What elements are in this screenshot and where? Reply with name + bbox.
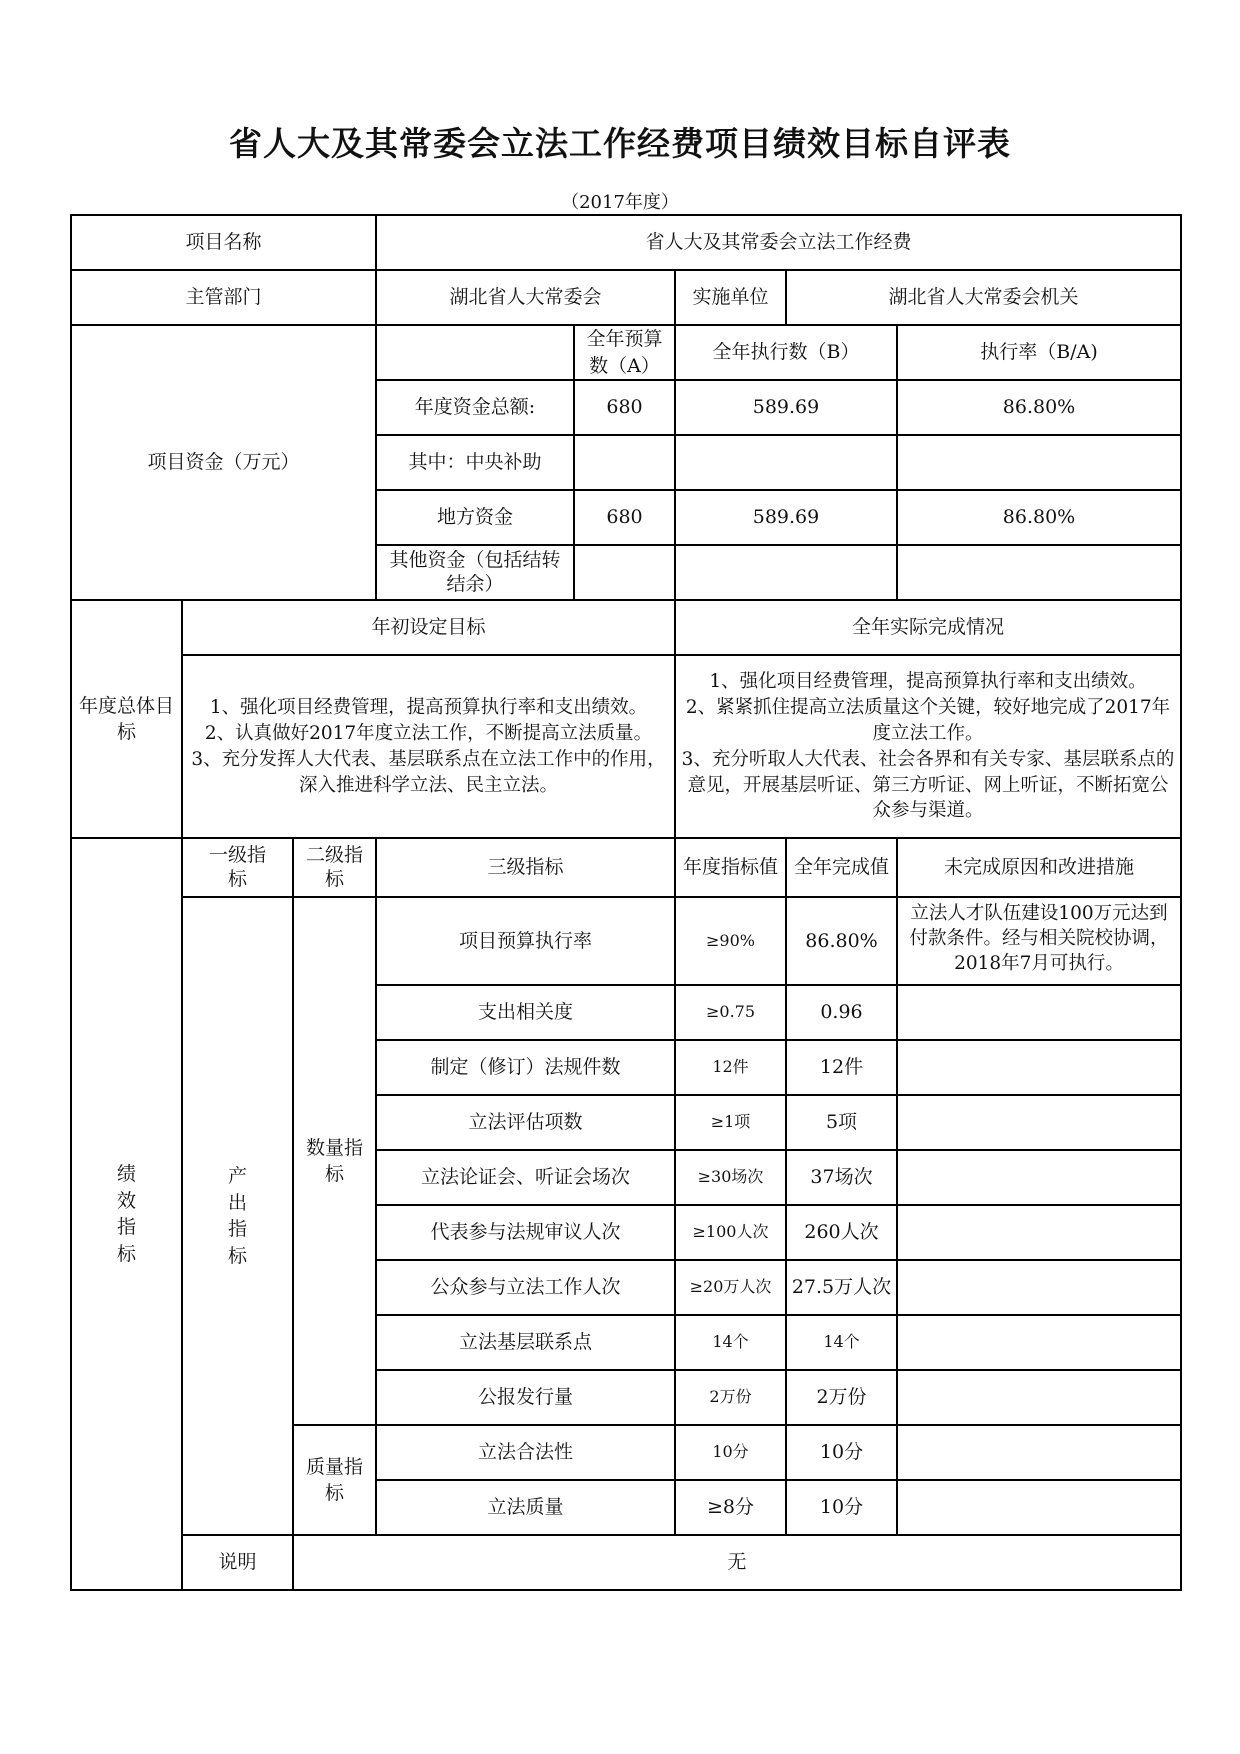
indicator-reason: 立法人才队伍建设100万元达到付款条件。经与相关院校协调，2018年7月可执行。 bbox=[897, 897, 1181, 985]
table-row bbox=[71, 215, 1181, 270]
level1-header: 一级指标 bbox=[182, 838, 293, 897]
note-label: 说明 bbox=[182, 1535, 293, 1590]
funds-blank-header bbox=[376, 325, 574, 380]
indicator-reason bbox=[897, 1315, 1181, 1370]
funds-row-rate: 86.80% bbox=[897, 380, 1181, 435]
set-goal-line: 1、强化项目经费管理，提高预算执行率和支出绩效。 bbox=[209, 696, 648, 718]
level3-header: 三级指标 bbox=[376, 838, 675, 897]
quality-indicator-label: 质量指标 bbox=[293, 1425, 376, 1535]
indicator-name: 公众参与立法工作人次 bbox=[376, 1260, 675, 1315]
funds-row-a bbox=[574, 545, 675, 600]
set-goals-content bbox=[182, 655, 675, 838]
funds-header-a: 全年预算数（A） bbox=[574, 325, 675, 380]
funds-row-b bbox=[675, 545, 897, 600]
indicator-name: 立法基层联系点 bbox=[376, 1315, 675, 1370]
indicator-reason bbox=[897, 1040, 1181, 1095]
indicator-actual: 260人次 bbox=[786, 1205, 897, 1260]
table-row bbox=[71, 655, 1181, 838]
set-goal-line: 2、认真做好2017年度立法工作，不断提高立法质量。 bbox=[204, 722, 653, 744]
indicator-reason bbox=[897, 1260, 1181, 1315]
funds-row-a: 680 bbox=[574, 490, 675, 545]
dept-value: 湖北省人大常委会 bbox=[376, 270, 675, 325]
indicator-target: 12件 bbox=[675, 1040, 786, 1095]
table-row bbox=[71, 1535, 1181, 1590]
indicator-actual: 0.96 bbox=[786, 985, 897, 1040]
indicator-target: ≥0.75 bbox=[675, 985, 786, 1040]
table-row bbox=[71, 838, 1181, 897]
set-goal-line: 3、充分发挥人大代表、基层联系点在立法工作中的作用，深入推进科学立法、民主立法。 bbox=[191, 748, 666, 796]
page-subtitle: （2017年度） bbox=[561, 192, 679, 213]
indicator-target: 10分 bbox=[675, 1425, 786, 1480]
indicator-actual: 10分 bbox=[786, 1480, 897, 1535]
indicator-target: ≥30场次 bbox=[675, 1150, 786, 1205]
actual-goal-line: 2、紧紧抓住提高立法质量这个关键，较好地完成了2017年度立法工作。 bbox=[685, 696, 1171, 744]
annual-goals-label: 年度总体目标 bbox=[71, 600, 182, 838]
project-name-value: 省人大及其常委会立法工作经费 bbox=[376, 215, 1181, 270]
target-header: 年度指标值 bbox=[675, 838, 786, 897]
actual-header: 全年完成值 bbox=[786, 838, 897, 897]
actual-goals-header: 全年实际完成情况 bbox=[675, 600, 1181, 655]
actual-goal-line: 1、强化项目经费管理，提高预算执行率和支出绩效。 bbox=[709, 671, 1147, 693]
dept-label: 主管部门 bbox=[71, 270, 376, 325]
funds-label: 项目资金（万元） bbox=[71, 325, 376, 600]
funds-row-b bbox=[675, 435, 897, 490]
indicator-name: 支出相关度 bbox=[376, 985, 675, 1040]
indicator-target: ≥1项 bbox=[675, 1095, 786, 1150]
funds-row-rate bbox=[897, 435, 1181, 490]
unit-label: 实施单位 bbox=[675, 270, 786, 325]
actual-goal-line: 3、充分听取人大代表、社会各界和有关专家、基层联系点的意见，开展基层听证、第三方听证、网上听证，不断拓宽公众参与渠道。 bbox=[681, 748, 1175, 822]
note-value: 无 bbox=[293, 1535, 1181, 1590]
indicator-actual: 2万份 bbox=[786, 1370, 897, 1425]
level2-header: 二级指标 bbox=[293, 838, 376, 897]
set-goals-header: 年初设定目标 bbox=[182, 600, 675, 655]
indicator-actual: 14个 bbox=[786, 1315, 897, 1370]
table-row bbox=[71, 897, 1181, 985]
funds-row-rate: 86.80% bbox=[897, 490, 1181, 545]
indicators-label: 绩效指标 bbox=[71, 838, 182, 1590]
indicator-reason bbox=[897, 1425, 1181, 1480]
indicator-target: 2万份 bbox=[675, 1370, 786, 1425]
indicator-name: 立法合法性 bbox=[376, 1425, 675, 1480]
funds-row-a bbox=[574, 435, 675, 490]
funds-row-label: 其他资金（包括结转结余） bbox=[376, 545, 574, 600]
indicator-target: ≥20万人次 bbox=[675, 1260, 786, 1315]
funds-row-label: 其中：中央补助 bbox=[376, 435, 574, 490]
indicator-reason bbox=[897, 985, 1181, 1040]
indicator-name: 公报发行量 bbox=[376, 1370, 675, 1425]
indicator-target: ≥100人次 bbox=[675, 1205, 786, 1260]
funds-row-rate bbox=[897, 545, 1181, 600]
indicator-actual: 86.80% bbox=[786, 897, 897, 985]
funds-row-label: 年度资金总额: bbox=[376, 380, 574, 435]
indicator-target: ≥8分 bbox=[675, 1480, 786, 1535]
unit-value: 湖北省人大常委会机关 bbox=[786, 270, 1181, 325]
indicator-actual: 12件 bbox=[786, 1040, 897, 1095]
table-row bbox=[71, 270, 1181, 325]
indicator-actual: 27.5万人次 bbox=[786, 1260, 897, 1315]
funds-header-rate: 执行率（B/A) bbox=[897, 325, 1181, 380]
project-name-label: 项目名称 bbox=[71, 215, 376, 270]
funds-row-label: 地方资金 bbox=[376, 490, 574, 545]
indicator-actual: 10分 bbox=[786, 1425, 897, 1480]
indicator-target: ≥90% bbox=[675, 897, 786, 985]
indicator-actual: 37场次 bbox=[786, 1150, 897, 1205]
quantity-indicator-label: 数量指标 bbox=[293, 897, 376, 1425]
indicator-reason bbox=[897, 1095, 1181, 1150]
table-row bbox=[71, 325, 1181, 380]
reason-header: 未完成原因和改进措施 bbox=[897, 838, 1181, 897]
indicator-name: 立法质量 bbox=[376, 1480, 675, 1535]
indicator-name: 制定（修订）法规件数 bbox=[376, 1040, 675, 1095]
funds-row-b: 589.69 bbox=[675, 490, 897, 545]
indicator-reason bbox=[897, 1480, 1181, 1535]
table-row bbox=[71, 600, 1181, 655]
level1-output-label: 产出指标 bbox=[182, 897, 293, 1535]
indicator-name: 立法评估项数 bbox=[376, 1095, 675, 1150]
page-title: 省人大及其常委会立法工作经费项目绩效目标自评表 bbox=[229, 124, 1011, 163]
indicator-target: 14个 bbox=[675, 1315, 786, 1370]
indicator-actual: 5项 bbox=[786, 1095, 897, 1150]
indicator-name: 代表参与法规审议人次 bbox=[376, 1205, 675, 1260]
evaluation-table bbox=[70, 214, 1182, 1591]
indicator-reason bbox=[897, 1150, 1181, 1205]
actual-goals-content bbox=[675, 655, 1181, 838]
funds-row-b: 589.69 bbox=[675, 380, 897, 435]
funds-header-b: 全年执行数（B） bbox=[675, 325, 897, 380]
indicator-reason bbox=[897, 1205, 1181, 1260]
funds-row-a: 680 bbox=[574, 380, 675, 435]
indicator-name: 立法论证会、听证会场次 bbox=[376, 1150, 675, 1205]
indicator-reason bbox=[897, 1370, 1181, 1425]
indicator-name: 项目预算执行率 bbox=[376, 897, 675, 985]
